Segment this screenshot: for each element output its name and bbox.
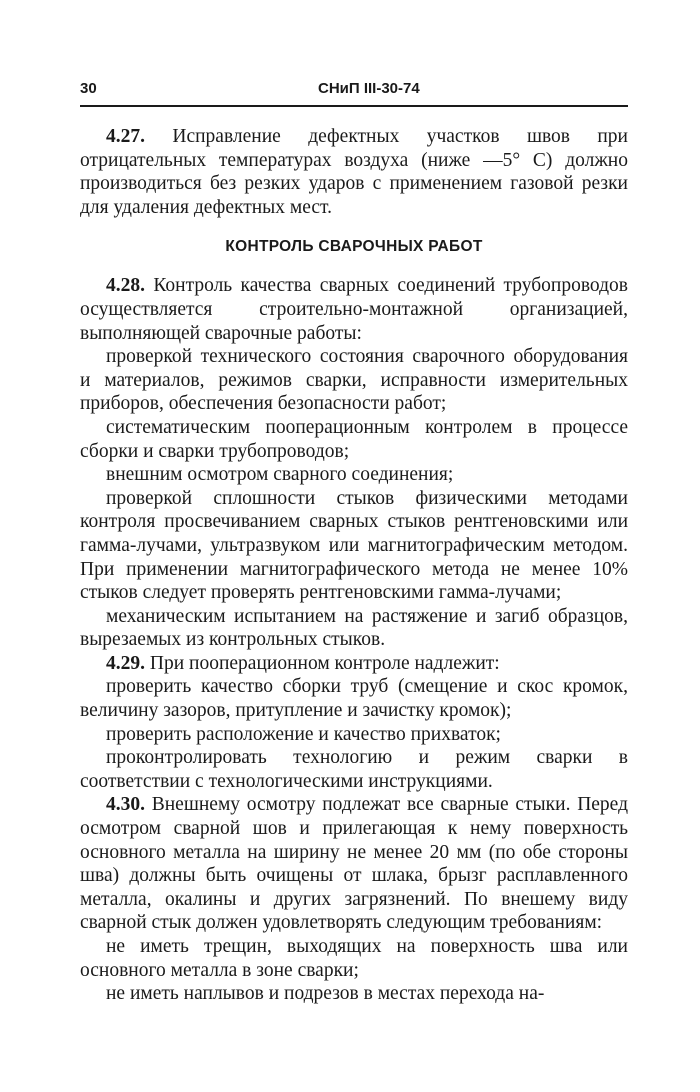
- list-item: [80, 416, 628, 463]
- paragraph-text: Контроль качества сварных соединений трубопроводов осуществляется строительно-монтажной организацией, выполняющей сварочные работы:: [80, 275, 628, 344]
- list-item-text: проконтролировать технологию и режим сварки в соответствии с технологическими инструкциями.: [80, 747, 628, 792]
- list-item: [80, 463, 628, 487]
- list-item: [80, 935, 628, 982]
- list-item: [80, 605, 628, 652]
- paragraph: [80, 652, 628, 676]
- list-item: [80, 675, 628, 722]
- page-header: [80, 80, 628, 104]
- clause-number: 4.28.: [106, 275, 145, 297]
- clause-number: 4.27.: [106, 126, 145, 147]
- list-item: [80, 982, 628, 1006]
- list-item-text: не иметь наплывов и подрезов в местах перехода на-: [106, 983, 545, 1005]
- paragraph: [80, 793, 628, 935]
- paragraph: [80, 125, 628, 219]
- clause-number: 4.29.: [106, 652, 145, 674]
- clause-number: 4.30.: [106, 794, 145, 816]
- list-item-text: проверкой сплошности стыков физическими методами контроля просвечиванием сварных стыков рентгеновскими или гамма-лучами, ультразвуком или магнитографическим методом. При применении магнитографического метода не менее 10% стыков следует проверять рентгеновскими гамма-лучами;: [80, 487, 628, 604]
- list-item-text: не иметь трещин, выходящих на поверхность шва или основного металла в зоне сварки;: [80, 936, 628, 981]
- running-title: СНиП III-30-74: [318, 80, 420, 97]
- paragraph-text: При пооперационном контроле надлежит:: [145, 652, 500, 674]
- page-number: 30: [80, 80, 97, 97]
- list-item-text: механическим испытанием на растяжение и загиб образцов, вырезаемых из контрольных стыков.: [80, 605, 628, 651]
- list-item-text: проверить качество сборки труб (смещение и скос кромок, величину зазоров, притупление и зачистку кромок);: [80, 676, 628, 722]
- list-item-text: проверить расположение и качество прихваток;: [106, 723, 501, 745]
- list-item: [80, 487, 628, 605]
- header-rule: [80, 105, 628, 107]
- list-item: [80, 746, 628, 793]
- list-item: [80, 345, 628, 416]
- paragraph: [80, 274, 628, 345]
- list-item: [80, 723, 628, 747]
- paragraph-text: Исправление дефектных участков швов при отрицательных температурах воздуха (ниже —5° С) должно производиться без резких ударов с применением газовой резки для удаления дефектных мест.: [80, 126, 628, 218]
- section-heading: КОНТРОЛЬ СВАРОЧНЫХ РАБОТ: [225, 238, 483, 256]
- list-item-text: систематическим пооперационным контролем в процессе сборки и сварки трубопроводов;: [80, 416, 628, 462]
- list-item-text: проверкой технического состояния сварочного оборудования и материалов, режимов сварки, исправности измерительных приборов, обеспечения безопасности работ;: [80, 346, 628, 415]
- paragraph-text: Внешнему осмотру подлежат все сварные стыки. Перед осмотром сварной шов и прилегающая к нему поверхность основного металла на ширину не менее 20 мм (по обе стороны шва) должны быть очищены от шлака, брызг расплавленного металла, окалины и других загрязнений. По внешему виду сварной стык должен удовлетворять следующим требованиям:: [80, 794, 628, 934]
- list-item-text: внешним осмотром сварного соединения;: [106, 464, 454, 486]
- body-text: [80, 125, 628, 1006]
